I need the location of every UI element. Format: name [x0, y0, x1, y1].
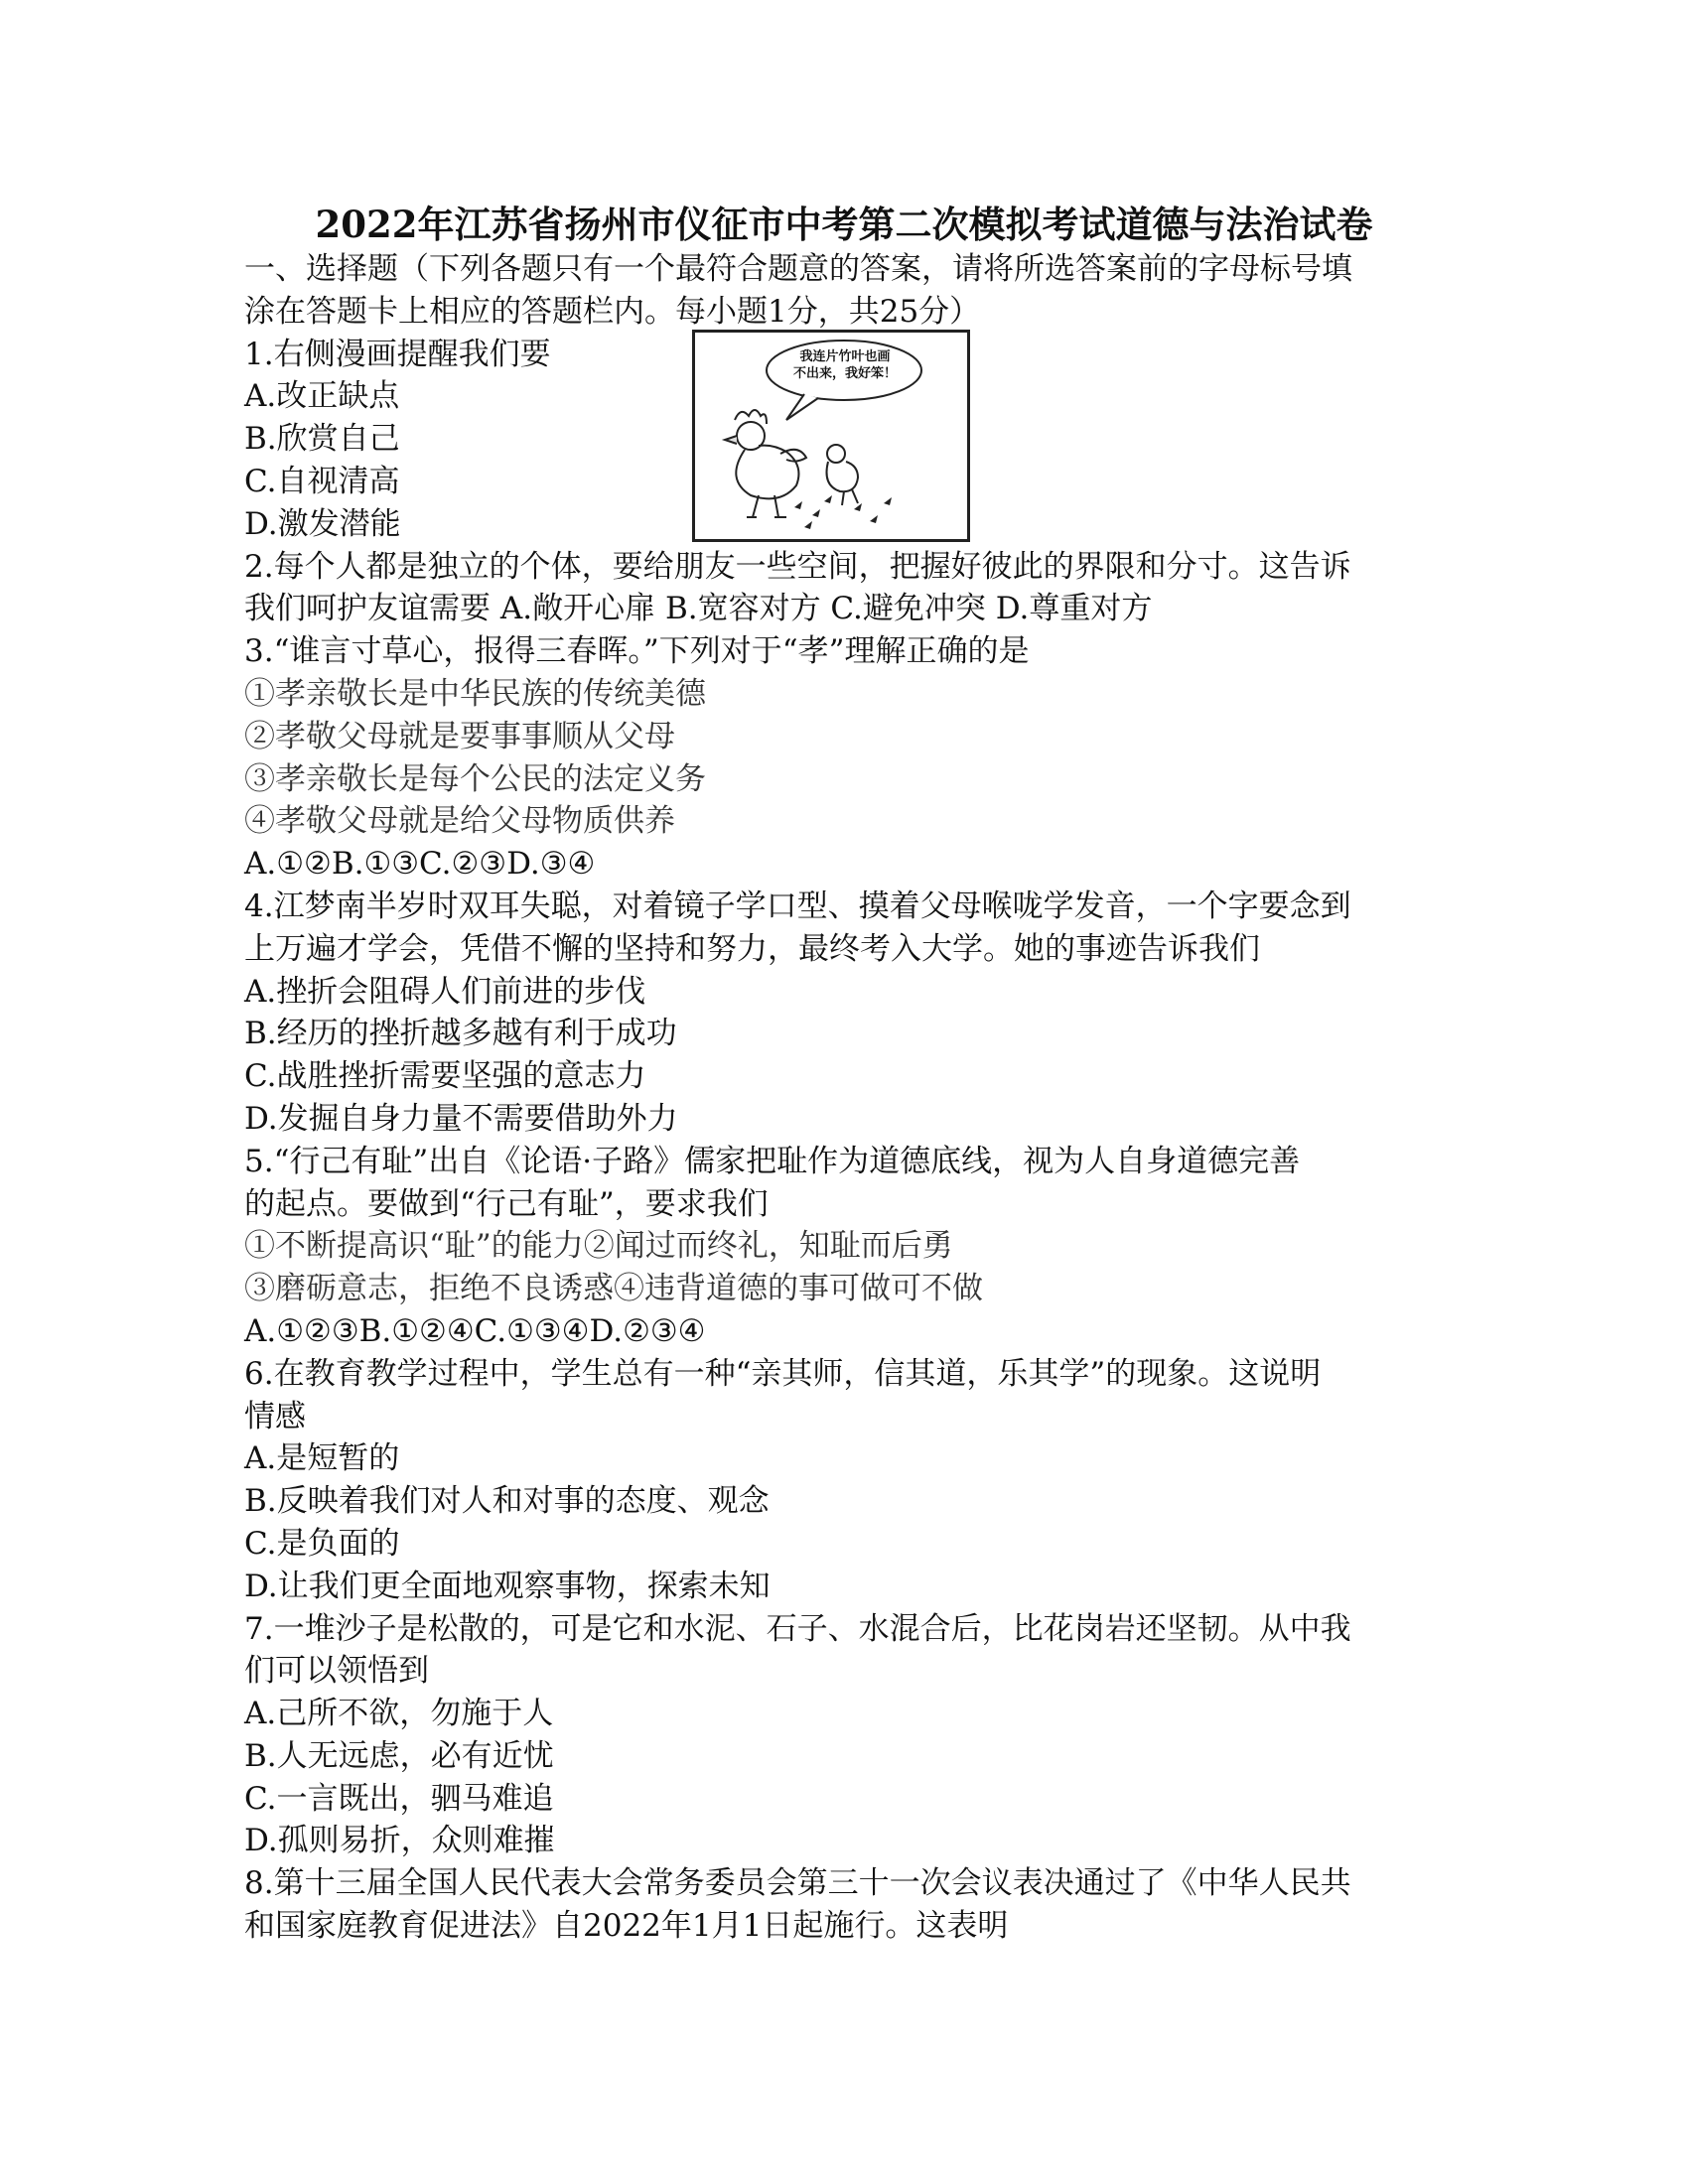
section-instruction-line-1: 一、选择题（下列各题只有一个最符合题意的答案，请将所选答案前的字母标号填 [244, 251, 1352, 287]
q5-items-2: ③磨砺意志，拒绝不良诱惑④违背道德的事可做可不做 [244, 1271, 983, 1307]
section-instruction-line-2: 涂在答题卡上相应的答题栏内。每小题1分，共25分） [244, 293, 981, 330]
q6-option-b: B.反映着我们对人和对事的态度、观念 [244, 1483, 770, 1520]
q6-line-1: 6.在教育教学过程中，学生总有一种“亲其师，信其道，乐其学”的现象。这说明 [244, 1355, 1322, 1392]
q4-option-d: D.发掘自身力量不需要借助外力 [244, 1100, 678, 1137]
q1-option-b: B.欣赏自己 [244, 421, 400, 458]
cartoon-speech-line-1: 我连片竹叶也画 [799, 349, 891, 364]
q7-option-b: B.人无远虑，必有近忧 [244, 1737, 554, 1774]
q3-item-4: ④孝敬父母就是给父母物质供养 [244, 803, 675, 840]
q3-options: A.①②B.①③C.②③D.③④ [244, 846, 596, 883]
q6-option-c: C.是负面的 [244, 1525, 400, 1562]
page-title: 2022年江苏省扬州市仪征市中考第二次模拟考试道德与法治试卷 [315, 203, 1373, 246]
cartoon-speech-line-2: 不出来，我好笨！ [792, 366, 897, 381]
q5-line-1: 5.“行己有耻”出自《论语·子路》儒家把耻作为道德底线，视为人自身道德完善 [244, 1143, 1301, 1179]
q6-option-a: A.是短暂的 [244, 1440, 400, 1477]
q5-items-1: ①不断提高识“耻”的能力②闻过而终礼，知耻而后勇 [244, 1228, 953, 1265]
q5-line-2: 的起点。要做到“行己有耻”，要求我们 [244, 1185, 769, 1222]
q2-line-2: 我们呵护友谊需要 A.敞开心扉 B.宽容对方 C.避免冲突 D.尊重对方 [244, 591, 1153, 627]
q3-item-3: ③孝亲敬长是每个公民的法定义务 [244, 760, 706, 797]
q5-options: A.①②③B.①②④C.①③④D.②③④ [244, 1312, 706, 1349]
cartoon-speech-text [780, 348, 910, 382]
q1-option-a: A.改正缺点 [244, 378, 400, 415]
q8-line-1: 8.第十三届全国人民代表大会常务委员会第三十一次会议表决通过了《中华人民共 [244, 1865, 1351, 1902]
q6-line-2: 情感 [244, 1398, 306, 1434]
q4-option-c: C.战胜挫折需要坚强的意志力 [244, 1058, 646, 1095]
q7-option-a: A.己所不欲，勿施于人 [244, 1696, 554, 1732]
q1-option-d: D.激发潜能 [244, 505, 401, 542]
q1-cartoon-image [692, 330, 970, 542]
q6-option-d: D.让我们更全面地观察事物，探索未知 [244, 1568, 771, 1604]
q7-line-1: 7.一堆沙子是松散的，可是它和水泥、石子、水混合后，比花岗岩还坚韧。从中我 [244, 1610, 1351, 1647]
q8-line-2: 和国家庭教育促进法》自2022年1月1日起施行。这表明 [244, 1908, 1009, 1945]
rooster-figure [725, 410, 806, 517]
q4-line-2: 上万遍才学会，凭借不懈的坚持和努力，最终考入大学。她的事迹告诉我们 [244, 930, 1260, 967]
q3-stem: 3.“谁言寸草心，报得三春晖。”下列对于“孝”理解正确的是 [244, 633, 1030, 670]
q4-option-b: B.经历的挫折越多越有利于成功 [244, 1016, 677, 1052]
speech-bubble-tail [786, 394, 818, 420]
q4-line-1: 4.江梦南半岁时双耳失聪，对着镜子学口型、摸着父母喉咙学发音，一个字要念到 [244, 887, 1351, 924]
q3-item-2: ②孝敬父母就是要事事顺从父母 [244, 718, 675, 754]
q7-option-c: C.一言既出，驷马难追 [244, 1780, 554, 1817]
q7-line-2: 们可以领悟到 [244, 1653, 429, 1690]
q3-item-1: ①孝亲敬长是中华民族的传统美德 [244, 675, 706, 712]
q4-option-a: A.挫折会阻碍人们前进的步伐 [244, 973, 646, 1010]
q2-line-1: 2.每个人都是独立的个体，要给朋友一些空间，把握好彼此的界限和分寸。这告诉 [244, 548, 1351, 585]
q1-stem: 1.右侧漫画提醒我们要 [244, 336, 551, 372]
q1-option-c: C.自视清高 [244, 463, 400, 499]
q7-option-d: D.孤则易折，众则难摧 [244, 1823, 555, 1859]
